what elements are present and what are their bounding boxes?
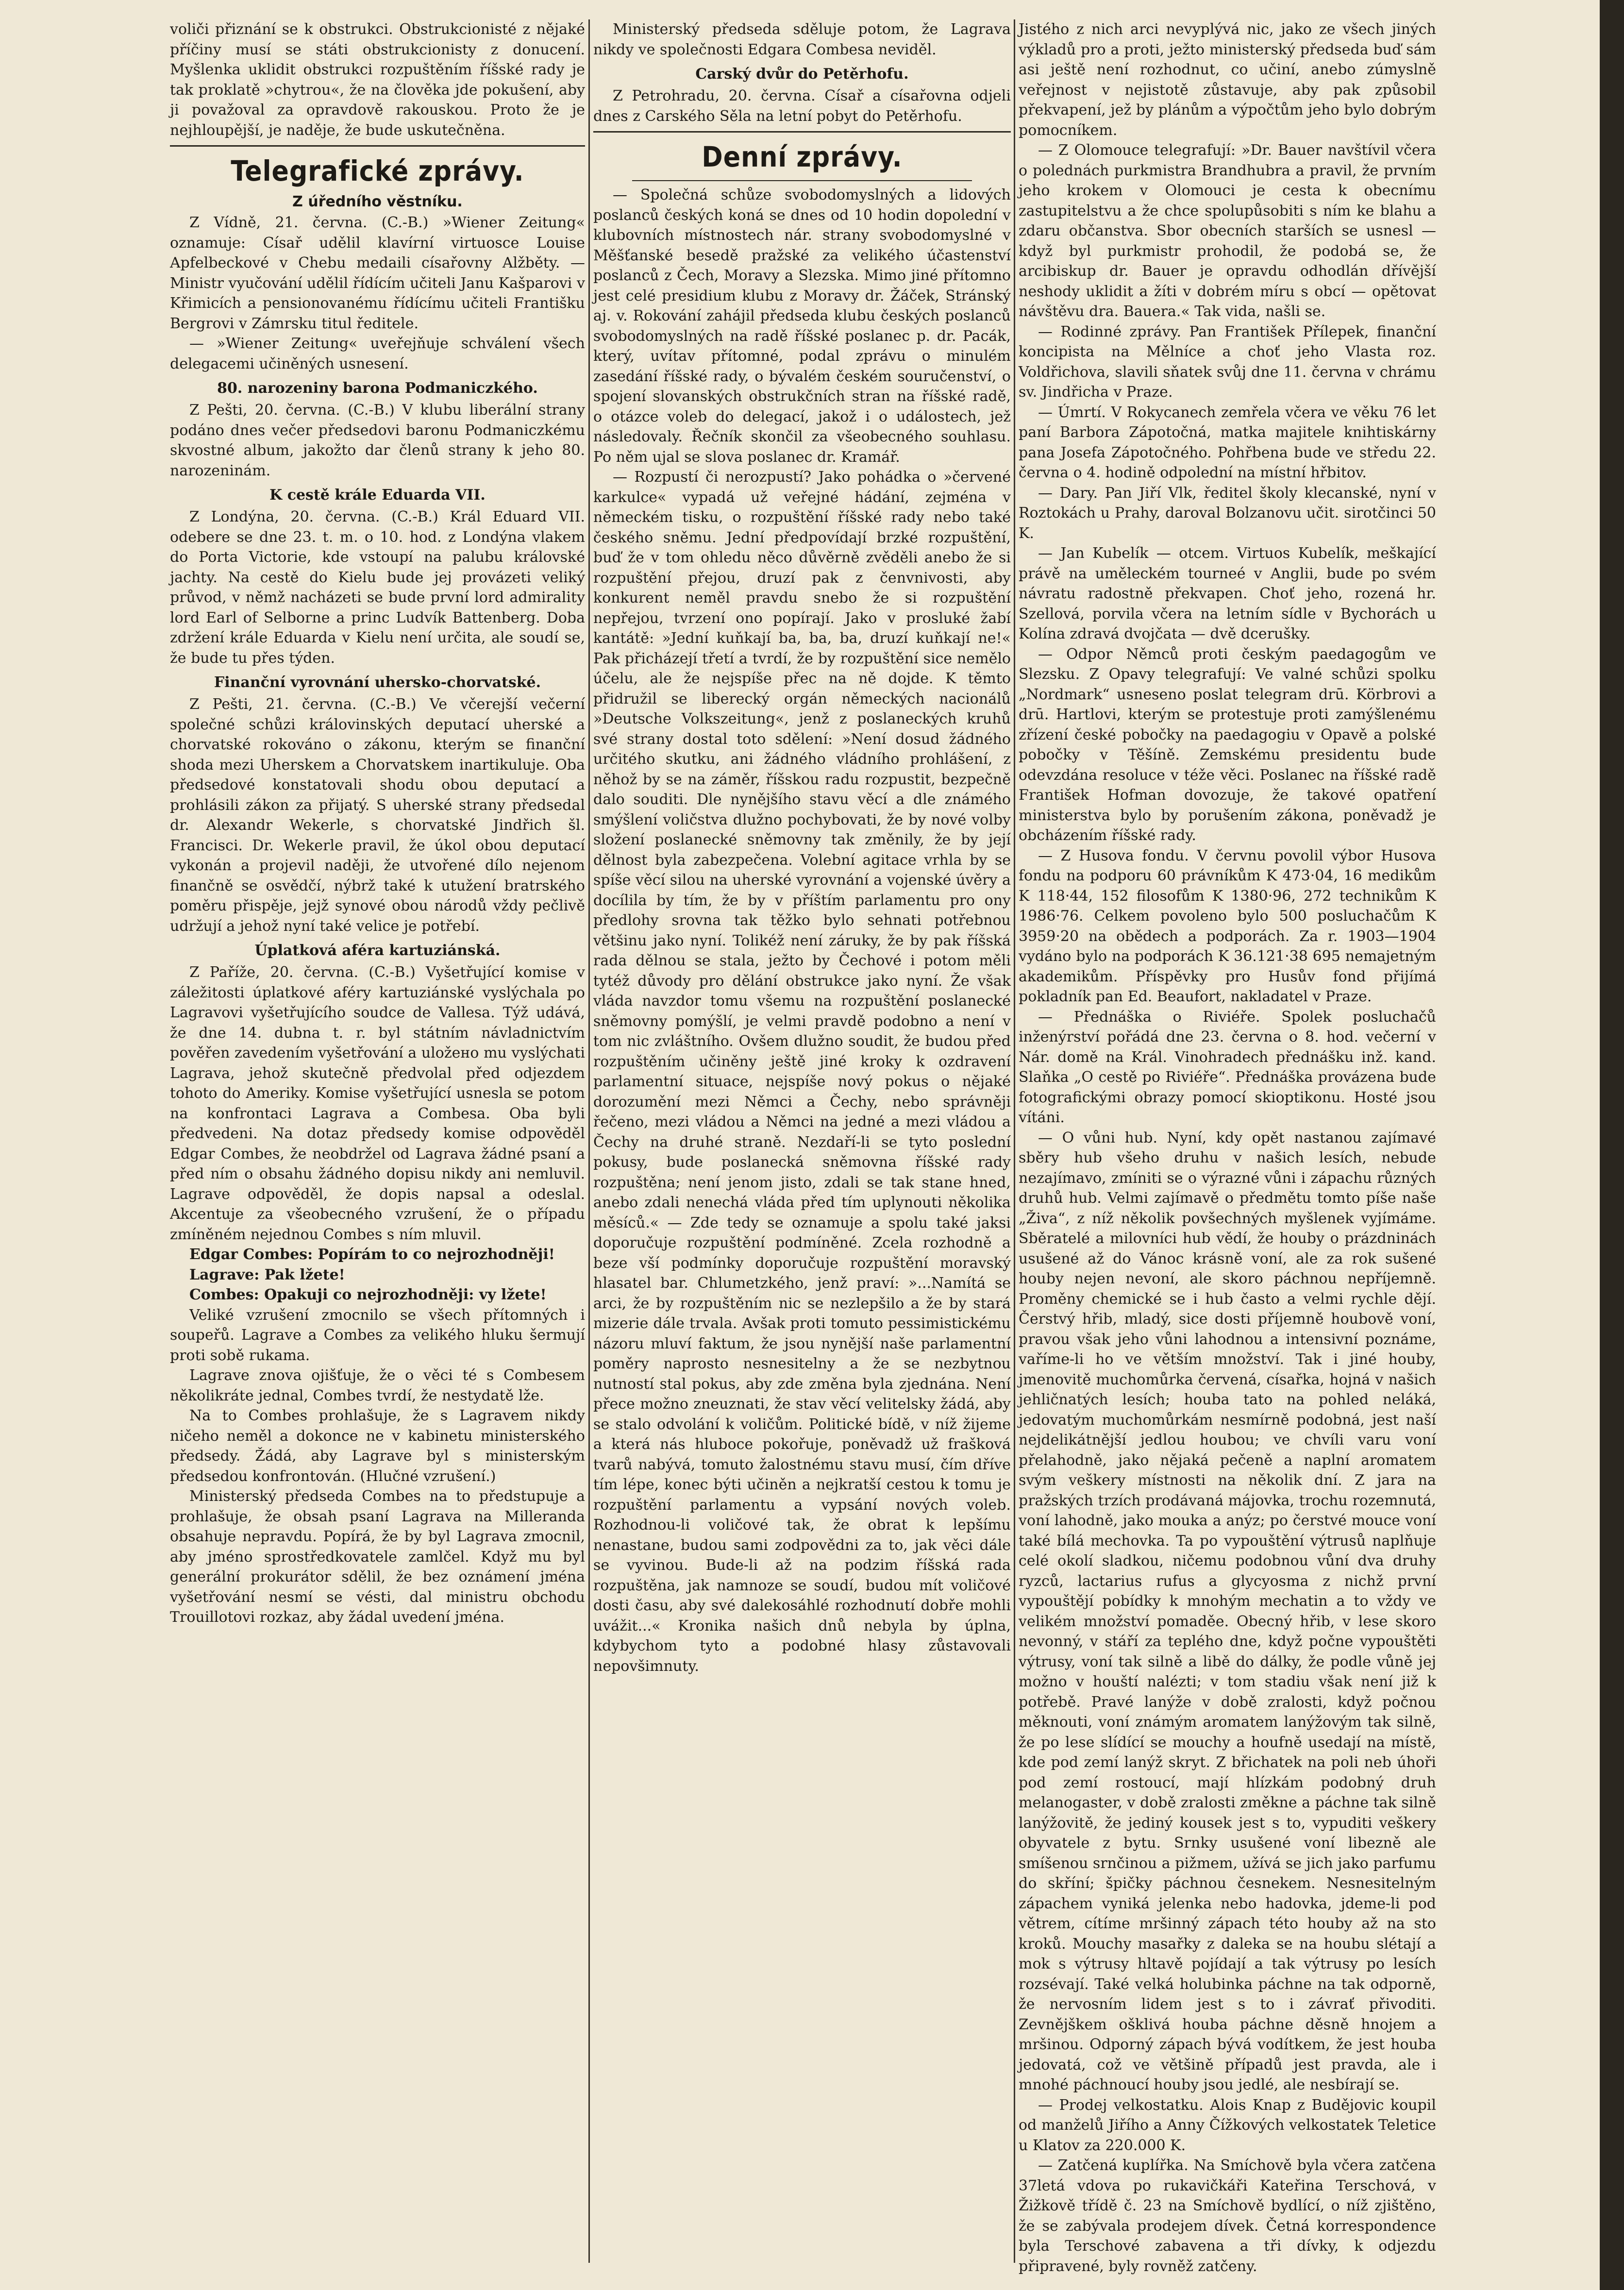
article-paragraph: Z Vídně, 21. června. (C.-B.) »Wiener Zeitung« oznamuje: Císař udělil klavírní virtuosce Louise Apfelbeckové v Chebu medaili císařovny Alžběty. — Ministr vyučování udělil řídícím učiteli Janu Kašparovi v Křimicích a pensionovanému řídícímu učiteli Františku Bergrovi v Zámrsku titul ředitele.: [170, 214, 585, 332]
column-middle: [593, 19, 1011, 2263]
subheading-bribery: Úplatková aféra kartuziánská.: [254, 942, 501, 959]
subheading-tsar: Carský dvůr do Petěrhofu.: [695, 66, 909, 83]
article-paragraph: Ministerský předseda sděluje potom, že Lagrava nikdy ve společnosti Edgara Combesa neviděl.: [593, 21, 1011, 58]
article-paragraph: — Jan Kubelík — otcem. Virtuos Kubelík, meškající právě na uměleckém tourneé v Anglii, bude po svém návratu radostně překvapen. Choť jeho, rozená hr. Szellová, porvila včera na letním sídle v Bychorách u Kolína zdravá dvojčata — dvě dcerušky.: [1019, 545, 1436, 642]
article-paragraph: — Z Husova fondu. V červnu povolil výbor Husova fondu na podporu 60 právníkům K 473·04, 16 medikům K 118·44, 152 filosofům K 1380·96, 272 technikům K 1986·76. Celkem povoleno bylo 500 posluchačům K 3959·20 na obědech a podporách. Za r. 1903—1904 vydáno bylo na podporách K 36.121·38 695 nemajetným akademikům. Příspěvky pro Husův fond přijímá pokladník pan Ed. Beaufort, nakladatel v Praze.: [1019, 847, 1436, 1005]
article-paragraph: Veliké vzrušení zmocnilo se všech přítomných i soupeřů. Lagrave a Combes za velikého hluku šermují proti sobě rukama.: [170, 1306, 585, 1364]
article-paragraph: Z Londýna, 20. června. (C.-B.) Král Eduard VII. odebere se dne 23. t. m. o 10. hod. z Londýna vlakem do Porta Victorie, kde vstoupí na palubu královské jachty. Na cestě do Kielu bude jej provázeti veliký průvod, v němž nacházeti se bude první lord admirality lord Earl of Selborne a princ Ludvík Battenberg. Doba zdržení krále Eduarda v Kielu není určita, ale soudí se, že bude tu přes týden.: [170, 508, 585, 667]
article-paragraph: — Rozpustí či nerozpustí? Jako pohádka o »červené karkulce« vypadá už veřejné hádání, zejména v německém tisku, o rozpuštění říšské rady nebo také českého sněmu. Jední předpovídají brzké rozpuštění, buď že v tom ohledu něco důvěrně zvěděli anebo že si rozpuštění přejou, druzí pak z čenvnivosti, aby konkurent neměl pravdu snebo že si rozpuštění nepřejou, tvrzení ono popírají. Jako v prosluké žabí kantátě: »Jední kuňkají ba, ba, ba, druzí kuňkají ne!« Pak přicházejí třetí a tvrdí, že by rozpuštění sice nemělo účelu, ale že nejspíše přec na ně dojde. K těmto přidružil se liberecký orgán německých nacionálů »Deutsche Volkszeitung«, jenž z poslaneckých kruhů své strany dostal toto sdělení: »Není dosud žádného určitého skutku, ani žádného vládního prohlášení, z něhož by se na záměr, říšskou radu rozpustit, bezpečně dalo souditi. Dle nynějšího stavu věcí a dle známého smýšlení voličstva dlužno pochybovati, že by nové volby složení poslanecké sněmovny tak změnily, že by její dělnost byla zabezpečena. Volební agitace vrhla by se spíše věcí silou na uherské vyrovnání a vojenské úvěry a docílila by tím, že by v příštím parlamentu pro ony předlohy srovna tak těžko bylo sehnati potřebnou většinu jako nyní. Tolikéž není záruky, že by pak říšská rada dělnou se stala, ježto by Čechové i potom měli tytéž důvody pro dělání obstrukce jako nyní. Že však vláda navzdor tomu všemu na rozpuštění poslanecké sněmovny pomýšlí, je velmi pravdě podobno a není v tom nic zvláštního. Ovšem dlužno soudit, že budou před rozpuštěním učiněny ještě jiné kroky k ozdravení parlamentní situace, nejspíše nový pokus o nějaké dorozumění mezi Němci a Čechy, nebo správněji řečeno, mezi vládou a Němci na jedné a mezi vládou a Čechy na druhé straně. Nezdaří-li se tyto poslední pokusy, bude poslanecká sněmovna říšské rady rozpuštěna; není jenom jisto, zdali se tak stane hned, anebo zdali nenechá vláda před tím uplynouti několika měsíců.« — Zde tedy se oznamuje a spolu také jaksi doporučuje rozpuštění podmíněné. Zcela rozhodně a beze vší podmínky doporučuje rozpuštění moravský hlasatel bar. Chlumetzkého, jenž praví: »...Namítá se arci, že by rozpuštěním nic se nezlepšilo a že by stará mizerie dále trvala. Avšak proti tomuto pessimistickému názoru mluví faktum, že jsou nynější naše parlamentní poměry naprosto nesnesitelny a že se nezbytnou nutností stal pokus, aby zde změna byla zjednána. Není přece možno zneuznati, že stav věcí velitelsky žádá, aby se stalo odvolání k voličům. Politické bídě, v níž žijeme a která nás hluboce pokořuje, poněvadž už frašková tvarů nabývá, tomuto žalostnému stavu musí, čím dříve tím lépe, konec býti učiněn a nejkratší cestou k tomu je rozpuštění parlamentu a vypsání nových voleb. Rozhodnou-li voličové tak, že obrat k lepšímu nenastane, budou sami zodpovědni za to, jak věci dále se vyvinou. Bude-li až na podzim říšská rada rozpuštěna, jak namnoze se soudí, budou mít voličové dosti času, aby své dalekosáhlé rozhodnutí dobře mohli uvážit...« Kronika našich dnů nebyla by úplna, kdybychom tyto a podobné hlasy zůstavovali nepovšimnuty.: [593, 469, 1011, 1675]
article-paragraph: — Společná schůze svobodomyslných a lidových poslanců českých koná se dnes od 10 hodin dopolední v klubovních místnostech nár. strany svobodomyslné v Měšťanské besedě pražské za velikého účastenství poslanců z Čech, Moravy a Slezska. Mimo jiné přítomno jest celé presidium klubu z Moravy dr. Žáček, Stránský aj. v. Rokování zahájil předseda klubu českých poslanců svobodomyslných na radě říšské poslanec p. dr. Pacák, který, uvítav přítomné, podal zprávu o minulém zasedání říšské rady, o bývalém českém souručenství, o spojení slovanských obstrukčních stran na říšské radě, o otázce voleb do delegací, jakož i o událostech, jež následovaly. Řečník skončil za všeobecného souhlasu. Po něm ujal se slova poslanec dr. Kramář.: [593, 186, 1011, 466]
column-divider: [593, 131, 1011, 133]
article-paragraph: Combes: Opakuji co nejrozhodněji: vy lžete!: [189, 1286, 547, 1303]
subheading-birthday: 80. narozeniny barona Podmaniczkého.: [217, 380, 538, 397]
article-paragraph: — Z Olomouce telegrafují: »Dr. Bauer navštívil včera o polednách purkmistra Brandhubra a pravil, že prvním jeho krokem v Olomouci je cesta k obecnímu zastupitelstvu a že chce spolupůsobiti s ním ke blahu a zdaru občanstva. Sbor obecních starších se usnesl — když byl purkmistr prohodil, že podobá se, že arcibiskup dr. Bauer je opravdu odhodlán dřívější neshody uklidit a žíti v dobrém míru s obcí — opětovat návštěvu drа. Bauera.« Tak vida, našli se.: [1019, 142, 1436, 320]
article-paragraph: — Dary. Pan Jiří Vlk, ředitel školy klecanské, nyní v Roztokách u Prahy, daroval Bolzanovu učit. sirotčinci 50 K.: [1019, 484, 1436, 542]
column-rule: [1014, 19, 1015, 2263]
article-paragraph: Jistého z nich arci nevyplývá nic, jako ze všech jiných výkladů pro a proti, ježto ministerský předseda buď sám asi ještě není rozhodnut, co učiní, anebo zúmyslně veřejnost v nejistotě zůstavuje, aby pak způsobil překvapení, jež by plánům a výpočtům jeho bylo dobrým pomocníkem.: [1019, 21, 1436, 139]
article-paragraph: Ministerský předseda Combes na to předstupuje a prohlašuje, že obsah psaní Lagrava na Millerandа obsahuje nepravdu. Popírá, že by byl Lagrava zmocnil, aby jméno sprostředkovatele zamlčel. Když mu byl generální prokurátor sdělil, že bez oznámení jména vyšetřování nesmí se vésti, dal ministru obchodu Trouillotovi rozkaz, aby žádal uvedení jména.: [170, 1488, 585, 1626]
article-paragraph: — »Wiener Zeitung« uveřejňuje schválení všech delegacemi učiněných usnesení.: [170, 335, 585, 372]
article-paragraph: — Prodej velkostatku. Alois Knap z Budějovic koupil od manželů Jiřího a Anny Čížkových velkostatek Teletice u Klatov za 220.000 K.: [1019, 2096, 1436, 2154]
column-left: [170, 19, 585, 2263]
article-paragraph: — Odpor Němců proti českým paedagogům ve Slezsku. Z Opavy telegrafují: Ve valné schůzi spolku „Nordmark“ usneseno poslat telegram drū. Körbrovi a drū. Hartlovi, kterým se protestuje proti zamýšlenému zřízení české pobočky na paedagogiu v Opavě a polské pobočky v Těšíně. Zemskému presidentu bude odevzdána resoluce v téže věci. Poslanec na říšské radě František Hofman dovozuje, že takové opatření ministerstva bylo by porušením zákona, poněvadž je obcházením říšské rady.: [1019, 645, 1436, 844]
heading-underline: [632, 180, 972, 181]
section-heading-daily: Denní zprávy.: [702, 140, 903, 173]
intro-paragraph: voliči přiznání se k obstrukci. Obstrukcionisté z nějaké příčiny musí se státi obstrukcionisty z donucení. Myšlenka uklidit obstrukci rozpuštěním říšské rady je tak proklatě »chytrou«, že na člověka jde pokušení, aby ji považoval za opravdově rakouskou. Proto že je nejhloupější, je naděje, že bude uskutečněna.: [170, 21, 585, 139]
page-edge-shadow: [1600, 0, 1624, 2290]
article-paragraph: — Přednáška o Riviéře. Spolek posluchačů inženýrství pořádá dne 23. června o 8. hod. večerní v Nár. domě na Král. Vinohradech přednášku inž. kand. Slaňka „O cestě po Riviéře“. Přednáška provázena bude fotografickými obrazy pomocí skioptikonu. Hosté jsou vítáni.: [1019, 1008, 1436, 1126]
article-paragraph: Lagrave: Pak lžete!: [189, 1266, 345, 1283]
article-paragraph: — Zatčená kuplířka. Na Smíchově byla včera zatčena 37letá vdova po rukavičkáři Kateřina Terschová, v Žižkově třídě č. 23 na Smíchově bydlící, o níž zjištěno, že se zabývala prodejem dívek. Četná korrespondence byla Terschové zabavena a tři dívky, k odjezdu připravené, byly rovněž zatčeny.: [1019, 2157, 1436, 2275]
article-paragraph: — Úmrtí. V Rokycanech zemřela včera ve věku 76 let paní Barbora Zápotočná, matka majitele knihtiskárny pana Josefa Zápotočného. Pohřbena bude ve středu 22. června o 4. hodině odpolední na místní hřbitov.: [1019, 404, 1436, 481]
article-paragraph: Z Pešti, 20. června. (C.-B.) V klubu liberální strany podáno dnes večer předsedovi baronu Podmaniczkému skvostné album, jakožto dar členů strany k jeho 80. narozeninám.: [170, 402, 585, 479]
article-paragraph: Na to Combes prohlašuje, že s Lagravem nikdy ničeho neměl a dokonce ne v kabinetu ministerského předsedy. Žádá, aby Lagrave byl s ministerským předsedou konfrontován. (Hlučné vzrušení.): [170, 1407, 585, 1485]
article-paragraph: — Rodinné zprávy. Pan František Přílepek, finanční koncipista na Mělníce a choť jeho Vlasta roz. Voldřichova, slavili sňatek svůj dne 11. června v chrámu sv. Jindřicha v Praze.: [1019, 323, 1436, 401]
article-paragraph: Z Pešti, 21. června. (C.-B.) Ve včerejší večerní společné schůzi královinských deputací uherské a chorvatské rokováno o zákonu, kterým se finanční shoda mezi Uherskem a Chorvatskem inartikuluje. Oba předsedové konstatovali shodu obou deputací a prohlásili zákon za přijatý. S uherské strany předsedal dr. Alexandr Wekerle, s chorvatské Jindřich šl. Francisci. Dr. Wekerle pravil, že úkol obou deputací vykonán a projevil naději, že utvořené dílo nejenom finančně se osvědčí, nýbrž také k utužení bratrského poměru přispěje, jejž synové obou národů vždy pečlivě udržují a jehož nyní také velice je potřebí.: [170, 696, 585, 935]
subheading-edward: K cestě krále Eduarda VII.: [269, 487, 486, 504]
subheading-finance: Finanční vyrovnání uhersko-chorvatské.: [214, 674, 541, 691]
column-rule: [588, 19, 590, 2263]
article-paragraph: Lagrave znova ojišťuje, že o věci té s Combesem několikráte jednal, Combes tvrdí, že nestydatě lže.: [170, 1367, 585, 1404]
column-divider: [170, 145, 585, 147]
article-paragraph: Z Paříže, 20. června. (C.-B.) Vyšetřující komise v záležitosti úplatkové aféry kartuziánské vyslýchala po Lagravovi vyšetřujícího soudce de Vallesa. Týž udává, že dne 14. dubna t. r. byl státním návladnictvím pověřen zavedením vyšetřování a uložено mu vyslýchati Lagrava, jehož skutečně předvolal před odjezdem tohoto do Ameriky. Komise vyšetřující usnesla se potom na konfrontaci Lagrava a Combesa. Oba byli předvedeni. Na dotaz předsedy komise odpověděl Edgar Combes, že neobdržel od Lagrava žádné psaní a před ním o obsahu žádného dopisu nikdy ani nemluvil. Lagrave odpověděl, že dopis napsal a odeslal. Akcentuje za všeobecného vzrušení, že o případu zmíněném nejednou Combes s ním mluvil.: [170, 964, 585, 1243]
article-paragraph: Edgar Combes: Popírám to co nejrozhodněji!: [189, 1246, 555, 1263]
column-right: [1019, 19, 1436, 2275]
article-paragraph: — O vůni hub. Nyní, kdy opět nastanou zajímavé sběry hub všeho druhu v našich lesích, nebude nezajímavo, zmíniti se o výrazné vůni i zápachu různých druhů hub. Velmi zajímavě o předmětu tomto píše naše „Živa“, z níž několik povšechných myšlenek vyjímáme. Sběratelé a milovníci hub vědí, že houby o prázdninách usušené až do Vánoc krásně voní, ale za rok sušené houby nejen nevoní, ale skoro páchnou nepříjemně. Proměny chemické se i hub často a velmi rychle dějí. Čerstvý hřib, mladý, sice dosti příjemně houbově voní, pravou však jeho vůni lahodnou a intensivní poznáme, vaříme-li ho ve větším množství. Tak i jiné houby, jmenovitě muchomůrka červená, císařka, hojná v našich jehličnatých lesích; houba tato na pohled neláká, jedovatým muchomůrkám nesmírně podobná, jest naší nejdelikátnější jedlou houbou; ve chvíli varu voní přelahodně, jako nějaká pečeně a naplní aromatem svým veškery místnosti na několik dní. Z jara na pražských trzích prodávaná májovka, trochu rozemnutá, voní lahodně, jako moukа a anýz; po čerstvé mouce voní také bílá mechovka. Ta po vypouštění výtrusů naplňuje celé okolí sladkou, ničemu podobnou vůní dva druhy ryzců, lactarius rufus a glycyosma z nichž první vypouštějí pobídky k mnohým mechatin a to vždy ve velikém množství pomaděe. Obecný hřib, v lese skoro nevonný, v stáří za teplého dne, když počne vypouštěti výtrusy, voní tak silně a libě do dálky, že podle vůně jej možno v houští nalézti; v tom stadiu však není již k potřebě. Pravé lanýže v době zralosti, když počnou měknouti, voní známým aromatem lanýžovým tak silně, že po lese slídící se mouchy a houfně usedají na místě, kde pod zemí lanýž skryt. Z břichatek na poli neb úhoři pod zemí rostoucí, mají hlízkám podobný druh melanogaster, v době zralosti změkne a páchne tak silně lanýžovitě, že jediný kousek jest s to, vypuditi veškery obyvatele z bytu. Srnky usušené voní libezně ale smíšenou srnčinou a pižmem, užívá se jich jako parfumu do skříní; špičky páchnou česnekem. Nesnesitelným zápachem vyniká jelenka nebo hadovka, jdeme-li pod větrem, cítíme mršinný zápach této houby až na sto kroků. Mouchy masařky z daleka se na houbu slétají a mok s výtrusy hltavě pojídají a tak výtrusy po lesích rozsévají. Také velká holubinka páchne na tak odporně, že nervosním lidem jest s to i závrať přivoditi. Zevnějškem ošklivá houba páchne děsně hnojem a mršinou. Odporný zápach bývá vodítkem, že jest houba jedovatá, což ve většině případů jest pravda, ale i mnohé páchnoucí houby jsou jedlé, ale nesbírají se.: [1019, 1129, 1436, 2093]
article-paragraph: Z Petrohradu, 20. června. Císař a císařovna odjeli dnes z Carského Sěla na letní pobyt do Petěrhofu.: [593, 87, 1011, 125]
subheading-official: Z úředního věstníku.: [292, 193, 463, 210]
section-heading-telegrams: Telegrafické zprávy.: [231, 154, 524, 187]
